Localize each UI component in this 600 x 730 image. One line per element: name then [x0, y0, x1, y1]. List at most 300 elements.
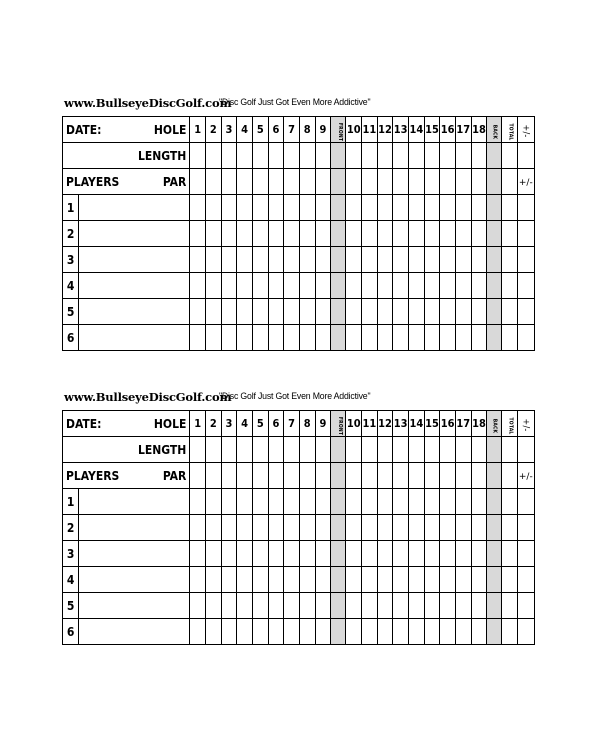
total-cell[interactable] [502, 247, 517, 273]
score-cell[interactable] [377, 325, 393, 351]
player-name-field[interactable] [79, 567, 190, 593]
back-subtotal-cell[interactable] [487, 489, 502, 515]
score-cell[interactable] [377, 273, 393, 299]
score-cell[interactable] [362, 463, 378, 489]
score-cell[interactable] [237, 299, 253, 325]
score-cell[interactable] [377, 489, 393, 515]
score-cell[interactable] [409, 247, 425, 273]
plus-minus-cell[interactable] [517, 541, 534, 567]
score-cell[interactable] [205, 299, 221, 325]
score-cell[interactable] [377, 437, 393, 463]
back-subtotal-cell[interactable] [487, 619, 502, 645]
front-subtotal-cell[interactable] [331, 273, 346, 299]
score-cell[interactable] [455, 567, 471, 593]
score-cell[interactable] [237, 489, 253, 515]
score-cell[interactable] [455, 247, 471, 273]
score-cell[interactable] [237, 143, 253, 169]
score-cell[interactable] [440, 221, 456, 247]
score-cell[interactable] [299, 169, 315, 195]
score-cell[interactable] [440, 489, 456, 515]
front-subtotal-cell[interactable] [331, 619, 346, 645]
score-cell[interactable] [424, 489, 440, 515]
score-cell[interactable] [252, 489, 268, 515]
score-cell[interactable] [346, 567, 362, 593]
score-cell[interactable] [284, 195, 300, 221]
score-cell[interactable] [409, 593, 425, 619]
score-cell[interactable] [440, 169, 456, 195]
score-cell[interactable] [299, 593, 315, 619]
score-cell[interactable] [237, 541, 253, 567]
score-cell[interactable] [221, 247, 237, 273]
score-cell[interactable] [424, 169, 440, 195]
website-link[interactable]: www.BullseyeDiscGolf.com [64, 96, 232, 110]
score-cell[interactable] [268, 437, 284, 463]
back-subtotal-cell[interactable] [487, 437, 502, 463]
score-cell[interactable] [393, 247, 409, 273]
score-cell[interactable] [315, 221, 331, 247]
player-name-field[interactable] [79, 299, 190, 325]
score-cell[interactable] [268, 515, 284, 541]
back-subtotal-cell[interactable] [487, 273, 502, 299]
score-cell[interactable] [237, 169, 253, 195]
score-cell[interactable] [346, 541, 362, 567]
score-cell[interactable] [221, 143, 237, 169]
score-cell[interactable] [315, 273, 331, 299]
score-cell[interactable] [268, 221, 284, 247]
front-subtotal-cell[interactable] [331, 463, 346, 489]
score-cell[interactable] [440, 541, 456, 567]
score-cell[interactable] [252, 515, 268, 541]
score-cell[interactable] [221, 619, 237, 645]
score-cell[interactable] [424, 299, 440, 325]
score-cell[interactable] [393, 299, 409, 325]
score-cell[interactable] [205, 437, 221, 463]
score-cell[interactable] [409, 463, 425, 489]
score-cell[interactable] [471, 273, 487, 299]
score-cell[interactable] [299, 143, 315, 169]
plus-minus-cell[interactable] [517, 143, 534, 169]
score-cell[interactable] [393, 221, 409, 247]
score-cell[interactable] [455, 169, 471, 195]
score-cell[interactable] [424, 273, 440, 299]
score-cell[interactable] [299, 299, 315, 325]
score-cell[interactable] [237, 325, 253, 351]
score-cell[interactable] [471, 143, 487, 169]
score-cell[interactable] [362, 541, 378, 567]
score-cell[interactable] [471, 325, 487, 351]
back-subtotal-cell[interactable] [487, 221, 502, 247]
score-cell[interactable] [252, 567, 268, 593]
score-cell[interactable] [424, 325, 440, 351]
score-cell[interactable] [252, 325, 268, 351]
score-cell[interactable] [440, 437, 456, 463]
score-cell[interactable] [221, 489, 237, 515]
score-cell[interactable] [362, 195, 378, 221]
score-cell[interactable] [284, 593, 300, 619]
score-cell[interactable] [471, 195, 487, 221]
total-cell[interactable] [502, 463, 517, 489]
front-subtotal-cell[interactable] [331, 437, 346, 463]
score-cell[interactable] [346, 463, 362, 489]
score-cell[interactable] [346, 169, 362, 195]
score-cell[interactable] [424, 437, 440, 463]
score-cell[interactable] [377, 567, 393, 593]
score-cell[interactable] [393, 619, 409, 645]
back-subtotal-cell[interactable] [487, 195, 502, 221]
front-subtotal-cell[interactable] [331, 567, 346, 593]
score-cell[interactable] [393, 143, 409, 169]
player-name-field[interactable] [79, 489, 190, 515]
score-cell[interactable] [315, 463, 331, 489]
score-cell[interactable] [393, 169, 409, 195]
score-cell[interactable] [315, 515, 331, 541]
score-cell[interactable] [455, 489, 471, 515]
score-cell[interactable] [190, 273, 206, 299]
score-cell[interactable] [377, 221, 393, 247]
score-cell[interactable] [362, 247, 378, 273]
score-cell[interactable] [346, 143, 362, 169]
score-cell[interactable] [252, 593, 268, 619]
score-cell[interactable] [455, 299, 471, 325]
score-cell[interactable] [362, 299, 378, 325]
score-cell[interactable] [424, 541, 440, 567]
score-cell[interactable] [190, 325, 206, 351]
score-cell[interactable] [377, 593, 393, 619]
score-cell[interactable] [237, 221, 253, 247]
score-cell[interactable] [268, 593, 284, 619]
score-cell[interactable] [205, 273, 221, 299]
score-cell[interactable] [362, 437, 378, 463]
score-cell[interactable] [221, 437, 237, 463]
score-cell[interactable] [455, 463, 471, 489]
plus-minus-cell[interactable] [517, 273, 534, 299]
score-cell[interactable] [362, 325, 378, 351]
score-cell[interactable] [393, 325, 409, 351]
score-cell[interactable] [315, 247, 331, 273]
score-cell[interactable] [299, 247, 315, 273]
score-cell[interactable] [221, 567, 237, 593]
date-hole-cell[interactable] [63, 411, 190, 437]
score-cell[interactable] [190, 463, 206, 489]
score-cell[interactable] [284, 489, 300, 515]
score-cell[interactable] [315, 437, 331, 463]
score-cell[interactable] [221, 463, 237, 489]
score-cell[interactable] [377, 247, 393, 273]
score-cell[interactable] [299, 325, 315, 351]
score-cell[interactable] [409, 299, 425, 325]
score-cell[interactable] [190, 541, 206, 567]
score-cell[interactable] [409, 489, 425, 515]
score-cell[interactable] [268, 247, 284, 273]
total-cell[interactable] [502, 221, 517, 247]
score-cell[interactable] [346, 437, 362, 463]
score-cell[interactable] [471, 437, 487, 463]
website-link[interactable]: www.BullseyeDiscGolf.com [64, 390, 232, 404]
score-cell[interactable] [299, 541, 315, 567]
score-cell[interactable] [440, 299, 456, 325]
score-cell[interactable] [346, 247, 362, 273]
score-cell[interactable] [377, 515, 393, 541]
score-cell[interactable] [190, 567, 206, 593]
score-cell[interactable] [284, 463, 300, 489]
score-cell[interactable] [409, 273, 425, 299]
score-cell[interactable] [455, 541, 471, 567]
score-cell[interactable] [190, 593, 206, 619]
player-name-field[interactable] [79, 247, 190, 273]
score-cell[interactable] [315, 541, 331, 567]
score-cell[interactable] [221, 273, 237, 299]
total-cell[interactable] [502, 567, 517, 593]
total-cell[interactable] [502, 143, 517, 169]
total-cell[interactable] [502, 489, 517, 515]
score-cell[interactable] [455, 143, 471, 169]
score-cell[interactable] [471, 619, 487, 645]
score-cell[interactable] [237, 273, 253, 299]
score-cell[interactable] [362, 515, 378, 541]
total-cell[interactable] [502, 619, 517, 645]
score-cell[interactable] [346, 593, 362, 619]
score-cell[interactable] [471, 515, 487, 541]
player-name-field[interactable] [79, 515, 190, 541]
score-cell[interactable] [346, 221, 362, 247]
front-subtotal-cell[interactable] [331, 325, 346, 351]
score-cell[interactable] [346, 325, 362, 351]
score-cell[interactable] [424, 247, 440, 273]
back-subtotal-cell[interactable] [487, 567, 502, 593]
score-cell[interactable] [252, 437, 268, 463]
score-cell[interactable] [268, 273, 284, 299]
score-cell[interactable] [205, 619, 221, 645]
score-cell[interactable] [362, 143, 378, 169]
score-cell[interactable] [440, 463, 456, 489]
score-cell[interactable] [284, 325, 300, 351]
plus-minus-cell[interactable] [517, 221, 534, 247]
score-cell[interactable] [362, 567, 378, 593]
front-subtotal-cell[interactable] [331, 593, 346, 619]
score-cell[interactable] [221, 593, 237, 619]
back-subtotal-cell[interactable] [487, 247, 502, 273]
plus-minus-cell[interactable] [517, 489, 534, 515]
score-cell[interactable] [299, 463, 315, 489]
back-subtotal-cell[interactable] [487, 325, 502, 351]
score-cell[interactable] [299, 489, 315, 515]
score-cell[interactable] [424, 195, 440, 221]
score-cell[interactable] [346, 515, 362, 541]
score-cell[interactable] [252, 143, 268, 169]
total-cell[interactable] [502, 299, 517, 325]
score-cell[interactable] [299, 619, 315, 645]
score-cell[interactable] [409, 195, 425, 221]
score-cell[interactable] [455, 515, 471, 541]
score-cell[interactable] [299, 273, 315, 299]
score-cell[interactable] [190, 221, 206, 247]
front-subtotal-cell[interactable] [331, 247, 346, 273]
score-cell[interactable] [205, 515, 221, 541]
player-name-field[interactable] [79, 221, 190, 247]
score-cell[interactable] [268, 143, 284, 169]
score-cell[interactable] [409, 437, 425, 463]
score-cell[interactable] [190, 169, 206, 195]
score-cell[interactable] [440, 325, 456, 351]
score-cell[interactable] [252, 169, 268, 195]
score-cell[interactable] [252, 221, 268, 247]
score-cell[interactable] [315, 619, 331, 645]
score-cell[interactable] [268, 619, 284, 645]
score-cell[interactable] [362, 593, 378, 619]
front-subtotal-cell[interactable] [331, 143, 346, 169]
score-cell[interactable] [268, 325, 284, 351]
back-subtotal-cell[interactable] [487, 299, 502, 325]
score-cell[interactable] [252, 247, 268, 273]
score-cell[interactable] [440, 567, 456, 593]
score-cell[interactable] [393, 463, 409, 489]
score-cell[interactable] [284, 247, 300, 273]
score-cell[interactable] [205, 247, 221, 273]
score-cell[interactable] [284, 169, 300, 195]
score-cell[interactable] [190, 247, 206, 273]
front-subtotal-cell[interactable] [331, 299, 346, 325]
score-cell[interactable] [424, 567, 440, 593]
score-cell[interactable] [237, 463, 253, 489]
score-cell[interactable] [393, 541, 409, 567]
score-cell[interactable] [252, 299, 268, 325]
score-cell[interactable] [471, 463, 487, 489]
score-cell[interactable] [268, 299, 284, 325]
score-cell[interactable] [205, 169, 221, 195]
back-subtotal-cell[interactable] [487, 463, 502, 489]
score-cell[interactable] [237, 437, 253, 463]
score-cell[interactable] [409, 567, 425, 593]
score-cell[interactable] [221, 515, 237, 541]
score-cell[interactable] [221, 221, 237, 247]
score-cell[interactable] [471, 299, 487, 325]
score-cell[interactable] [284, 299, 300, 325]
score-cell[interactable] [221, 195, 237, 221]
score-cell[interactable] [315, 169, 331, 195]
score-cell[interactable] [315, 299, 331, 325]
score-cell[interactable] [377, 463, 393, 489]
score-cell[interactable] [393, 195, 409, 221]
score-cell[interactable] [284, 143, 300, 169]
score-cell[interactable] [299, 221, 315, 247]
score-cell[interactable] [471, 593, 487, 619]
score-cell[interactable] [393, 273, 409, 299]
score-cell[interactable] [455, 619, 471, 645]
total-cell[interactable] [502, 437, 517, 463]
score-cell[interactable] [205, 489, 221, 515]
score-cell[interactable] [440, 273, 456, 299]
score-cell[interactable] [190, 515, 206, 541]
score-cell[interactable] [393, 437, 409, 463]
plus-minus-cell[interactable] [517, 593, 534, 619]
back-subtotal-cell[interactable] [487, 169, 502, 195]
total-cell[interactable] [502, 169, 517, 195]
score-cell[interactable] [393, 567, 409, 593]
score-cell[interactable] [205, 541, 221, 567]
score-cell[interactable] [252, 619, 268, 645]
score-cell[interactable] [409, 515, 425, 541]
score-cell[interactable] [190, 143, 206, 169]
score-cell[interactable] [362, 273, 378, 299]
score-cell[interactable] [190, 489, 206, 515]
score-cell[interactable] [284, 437, 300, 463]
score-cell[interactable] [190, 619, 206, 645]
score-cell[interactable] [315, 325, 331, 351]
plus-minus-cell[interactable] [517, 567, 534, 593]
score-cell[interactable] [377, 143, 393, 169]
score-cell[interactable] [455, 593, 471, 619]
score-cell[interactable] [237, 593, 253, 619]
total-cell[interactable] [502, 325, 517, 351]
back-subtotal-cell[interactable] [487, 593, 502, 619]
score-cell[interactable] [284, 619, 300, 645]
score-cell[interactable] [284, 221, 300, 247]
plus-minus-cell[interactable] [517, 247, 534, 273]
player-name-field[interactable] [79, 195, 190, 221]
score-cell[interactable] [409, 325, 425, 351]
score-cell[interactable] [346, 619, 362, 645]
score-cell[interactable] [284, 515, 300, 541]
front-subtotal-cell[interactable] [331, 195, 346, 221]
score-cell[interactable] [268, 169, 284, 195]
score-cell[interactable] [471, 567, 487, 593]
score-cell[interactable] [424, 221, 440, 247]
score-cell[interactable] [268, 567, 284, 593]
score-cell[interactable] [346, 195, 362, 221]
score-cell[interactable] [299, 567, 315, 593]
score-cell[interactable] [346, 273, 362, 299]
score-cell[interactable] [237, 195, 253, 221]
score-cell[interactable] [440, 247, 456, 273]
score-cell[interactable] [237, 247, 253, 273]
score-cell[interactable] [268, 195, 284, 221]
score-cell[interactable] [346, 489, 362, 515]
score-cell[interactable] [252, 541, 268, 567]
front-subtotal-cell[interactable] [331, 541, 346, 567]
plus-minus-cell[interactable] [517, 515, 534, 541]
score-cell[interactable] [377, 299, 393, 325]
score-cell[interactable] [252, 273, 268, 299]
date-hole-cell[interactable] [63, 117, 190, 143]
score-cell[interactable] [205, 463, 221, 489]
front-subtotal-cell[interactable] [331, 221, 346, 247]
score-cell[interactable] [409, 541, 425, 567]
score-cell[interactable] [221, 325, 237, 351]
score-cell[interactable] [455, 221, 471, 247]
score-cell[interactable] [440, 143, 456, 169]
score-cell[interactable] [409, 169, 425, 195]
score-cell[interactable] [455, 325, 471, 351]
score-cell[interactable] [315, 489, 331, 515]
score-cell[interactable] [424, 463, 440, 489]
score-cell[interactable] [377, 541, 393, 567]
score-cell[interactable] [393, 515, 409, 541]
player-name-field[interactable] [79, 325, 190, 351]
front-subtotal-cell[interactable] [331, 515, 346, 541]
score-cell[interactable] [190, 437, 206, 463]
score-cell[interactable] [252, 463, 268, 489]
score-cell[interactable] [455, 437, 471, 463]
score-cell[interactable] [315, 593, 331, 619]
score-cell[interactable] [237, 567, 253, 593]
score-cell[interactable] [221, 169, 237, 195]
total-cell[interactable] [502, 593, 517, 619]
score-cell[interactable] [409, 143, 425, 169]
total-cell[interactable] [502, 541, 517, 567]
score-cell[interactable] [424, 619, 440, 645]
score-cell[interactable] [346, 299, 362, 325]
total-cell[interactable] [502, 515, 517, 541]
